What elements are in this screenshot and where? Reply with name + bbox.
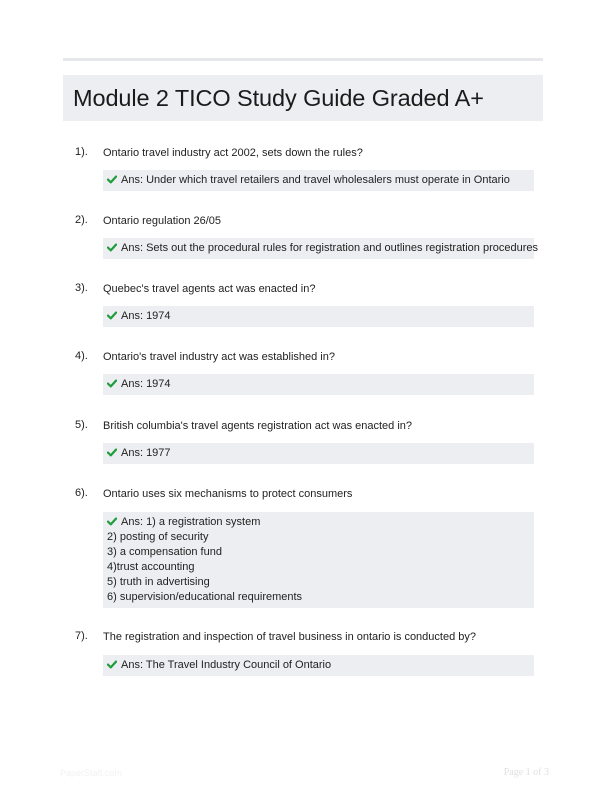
question-text: The registration and inspection of travel business in ontario is conducted by? — [103, 631, 476, 643]
check-icon — [107, 448, 117, 457]
question-number: 5). — [75, 419, 88, 431]
answer-line: Ans: 1977 — [121, 447, 171, 459]
check-icon — [107, 517, 117, 526]
top-divider — [63, 58, 543, 61]
answer-box — [103, 443, 534, 464]
title-bar — [63, 75, 543, 121]
answer-line: Ans: Under which travel retailers and travel wholesalers must operate in Ontario — [121, 174, 510, 186]
answer-box — [103, 512, 534, 608]
answer-line: 4)trust accounting — [107, 561, 195, 573]
page-title: Module 2 TICO Study Guide Graded A+ — [73, 84, 484, 111]
answer-box — [103, 238, 539, 259]
question-number: 2). — [75, 214, 88, 226]
question-number: 4). — [75, 350, 88, 362]
check-icon — [107, 243, 117, 252]
answer-line: Ans: Sets out the procedural rules for registration and outlines registration procedures — [121, 242, 539, 254]
question-text: Quebec's travel agents act was enacted in? — [103, 283, 316, 295]
question-text: British columbia's travel agents registration act was enacted in? — [103, 420, 413, 432]
page-number: Page 1 of 3 — [503, 767, 549, 778]
answer-line: 3) a compensation fund — [107, 546, 222, 558]
answer-line: 6) supervision/educational requirements — [107, 591, 303, 603]
question-number: 7). — [75, 630, 88, 642]
answer-box — [103, 374, 534, 395]
answer-line: 2) posting of security — [107, 531, 209, 543]
question-text: Ontario regulation 26/05 — [103, 215, 222, 227]
footer-watermark: PaperStaff.com — [60, 768, 122, 778]
check-icon — [107, 379, 117, 388]
answer-box — [103, 306, 534, 327]
answer-line: Ans: 1) a registration system — [121, 516, 261, 528]
question-text: Ontario uses six mechanisms to protect consumers — [103, 488, 353, 500]
check-icon — [107, 175, 117, 184]
answer-box — [103, 655, 534, 676]
answer-box — [103, 170, 534, 191]
answer-line: Ans: 1974 — [121, 310, 171, 322]
check-icon — [107, 311, 117, 320]
question-number: 1). — [75, 146, 88, 158]
question-text: Ontario travel industry act 2002, sets down the rules? — [103, 147, 363, 159]
check-icon — [107, 660, 117, 669]
answer-line: 5) truth in advertising — [107, 576, 210, 588]
answer-line: Ans: 1974 — [121, 378, 171, 390]
answer-line: Ans: The Travel Industry Council of Ontario — [121, 659, 332, 671]
question-text: Ontario's travel industry act was established in? — [103, 351, 335, 363]
question-number: 6). — [75, 487, 88, 499]
question-number: 3). — [75, 282, 88, 294]
